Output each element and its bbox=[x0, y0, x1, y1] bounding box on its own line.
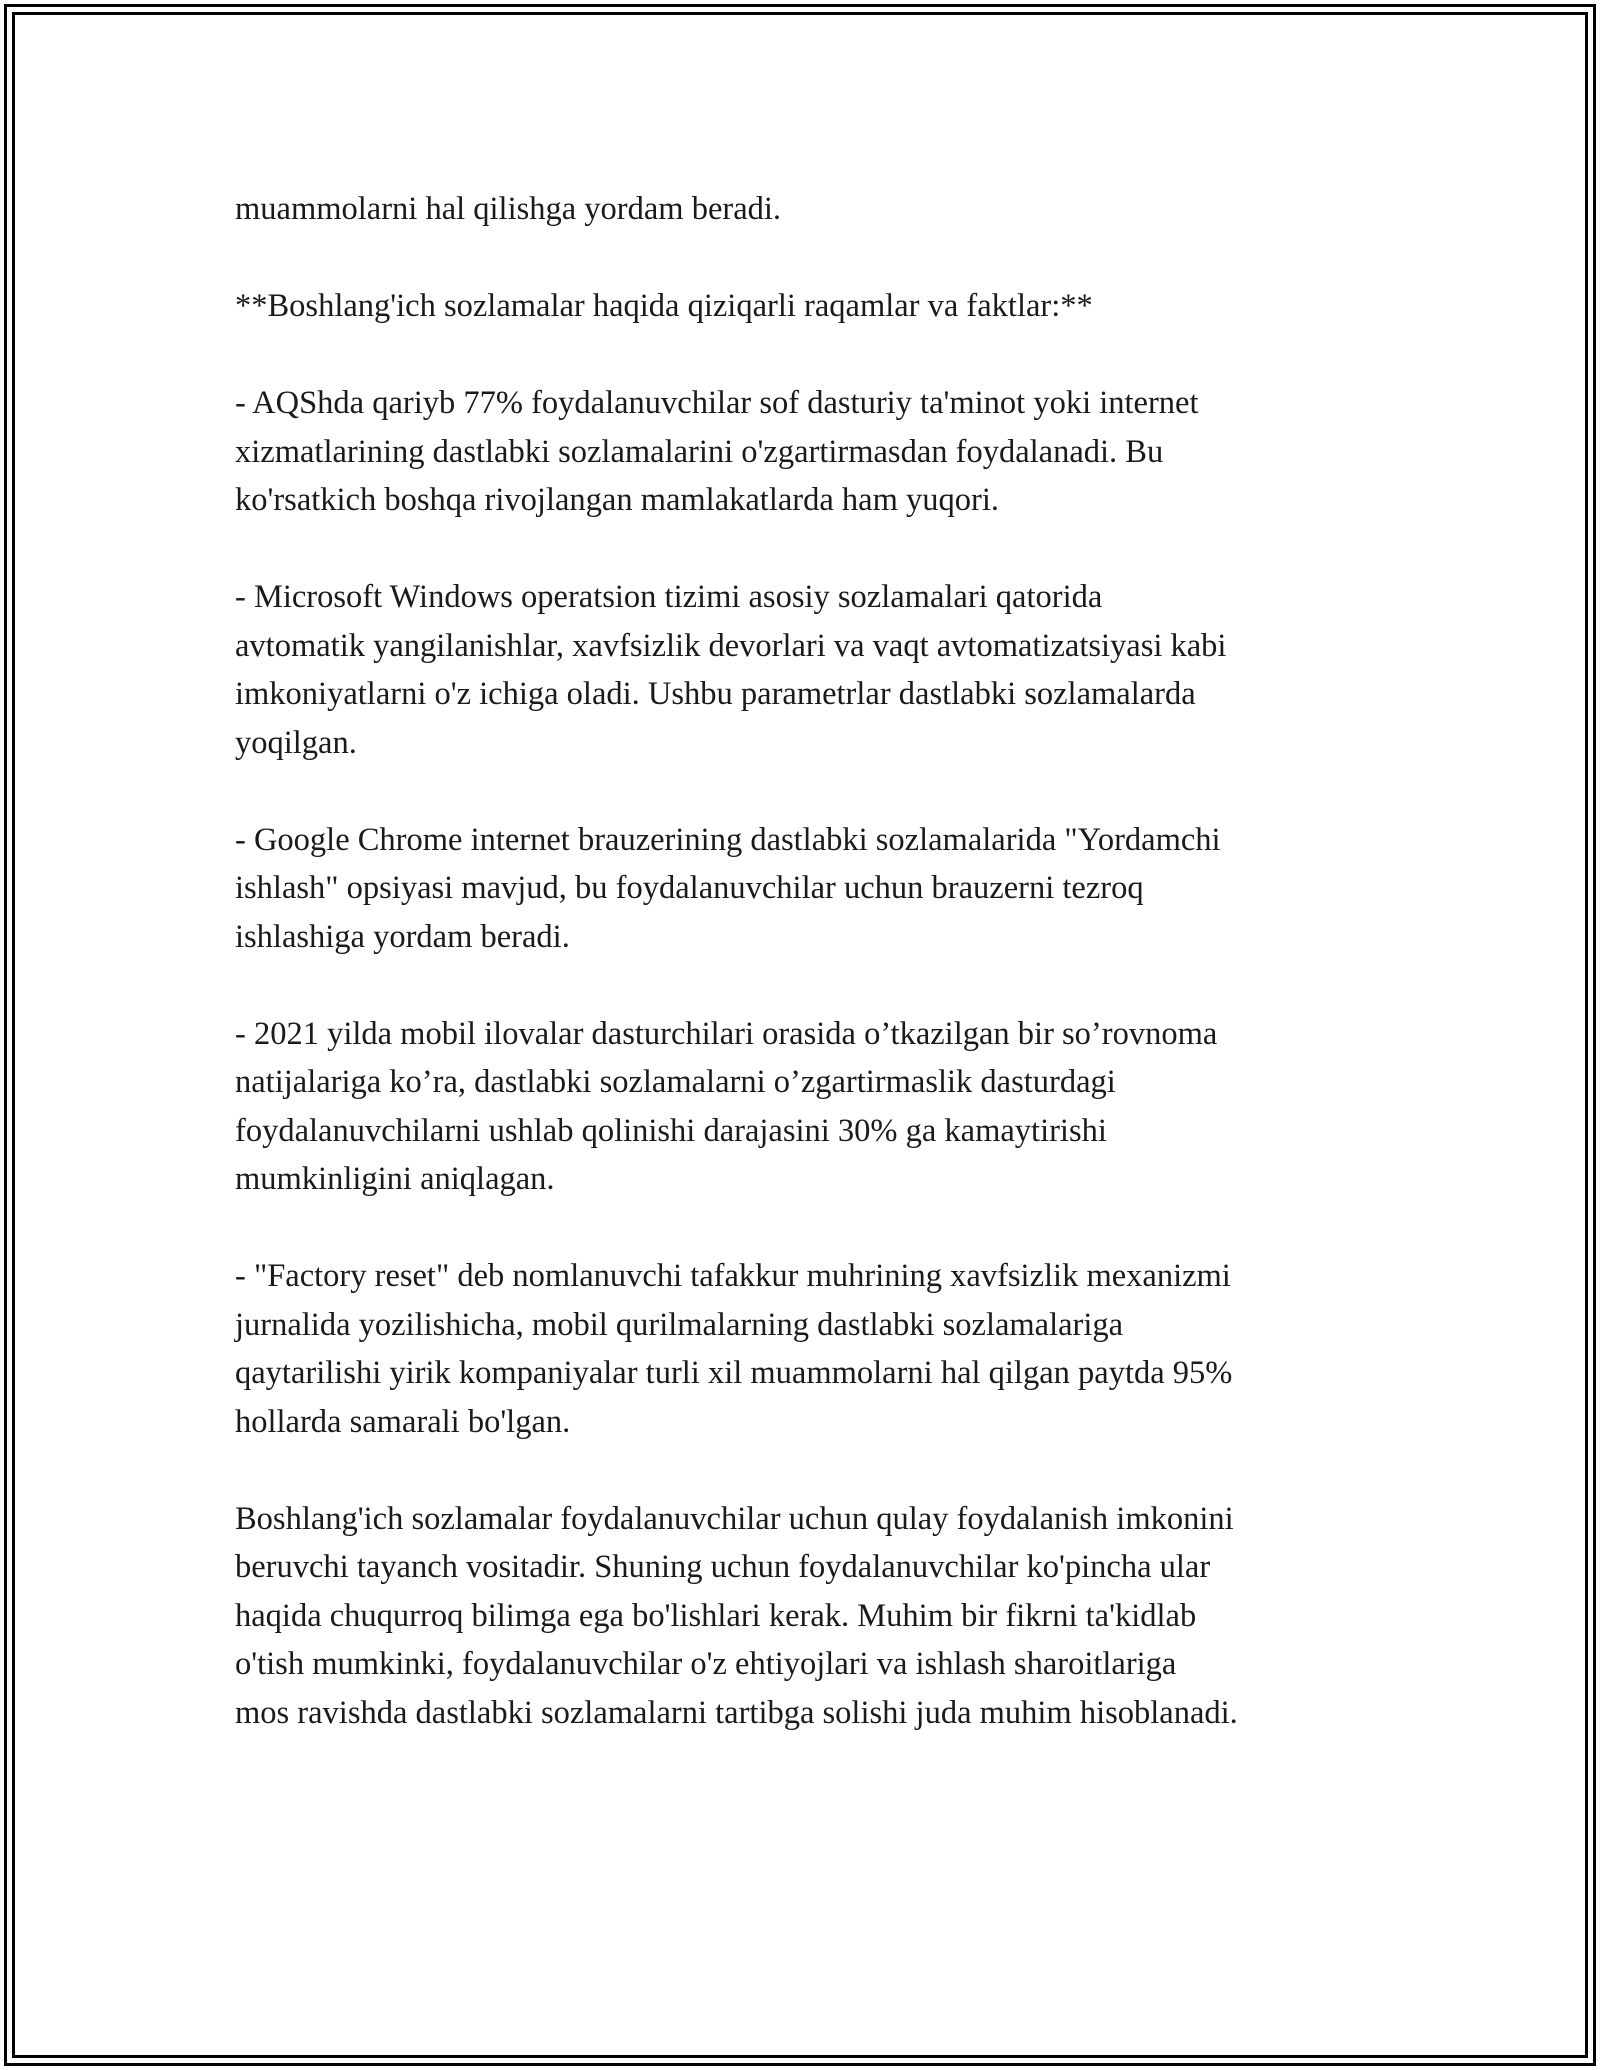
fact-usa-defaults: - AQShda qariyb 77% foydalanuvchilar sof dasturiy ta'minot yoki internet xizmatlarining dastlabki sozlamalarini o'zgartirmasdan foydalanadi. Bu ko'rsatkich boshqa rivojlangan mamlakatlarda ham yuqori. bbox=[235, 385, 1199, 518]
conclusion-paragraph: Boshlang'ich sozlamalar foydalanuvchilar uchun qulay foydalanish imkonini beruvchi tayanch vositadir. Shuning uchun foydalanuvchilar ko'pincha ular haqida chuqurroq bilimga ega bo'lishlari kerak. Muhim bir fikrni ta'kidlab o'tish mumkinki, foydalanuvchilar o'z ehtiyojlari va ishlash sharoitlariga mos ravishda dastlabki sozlamalarni tartibga solishi juda muhim hisoblanadi. bbox=[235, 1500, 1238, 1731]
fact-chrome-defaults: - Google Chrome internet brauzerining dastlabki sozlamalarida "Yordamchi ishlash" opsiyasi mavjud, bu foydalanuvchilar uchun brauzerni tezroq ishlashiga yordam beradi. bbox=[235, 821, 1221, 955]
fact-factory-reset: - "Factory reset" deb nomlanuvchi tafakkur muhrining xavfsizlik mexanizmi jurnalida yozilishicha, mobil qurilmalarning dastlabki sozlamalariga qaytarilishi yirik kompaniyalar turli xil muammolarni hal qilgan paytda 95% hollarda samarali bo'lgan. bbox=[235, 1258, 1233, 1440]
fact-windows-defaults: - Microsoft Windows operatsion tizimi asosiy sozlamalari qatorida avtomatik yangilanishlar, xavfsizlik devorlari va vaqt avtomatizatsiyasi kabi imkoniyatlarni o'z ichiga oladi. Ushbu parametrlar dastlabki sozlamalarda yoqilgan. bbox=[235, 579, 1227, 761]
document-body bbox=[235, 185, 1385, 1786]
fact-mobile-survey: - 2021 yilda mobil ilovalar dasturchilari orasida o’tkazilgan bir so’rovnoma natijalariga ko’ra, dastlabki sozlamalarni o’zgartirmaslik dasturdagi foydalanuvchilarni ushlab qolinishi darajasini 30% ga kamaytirishi mumkinligini aniqlagan. bbox=[235, 1015, 1218, 1197]
facts-heading: **Boshlang'ich sozlamalar haqida qiziqarli raqamlar va faktlar:** bbox=[235, 288, 1093, 324]
paragraph-continuation: muammolarni hal qilishga yordam beradi. bbox=[235, 191, 782, 227]
